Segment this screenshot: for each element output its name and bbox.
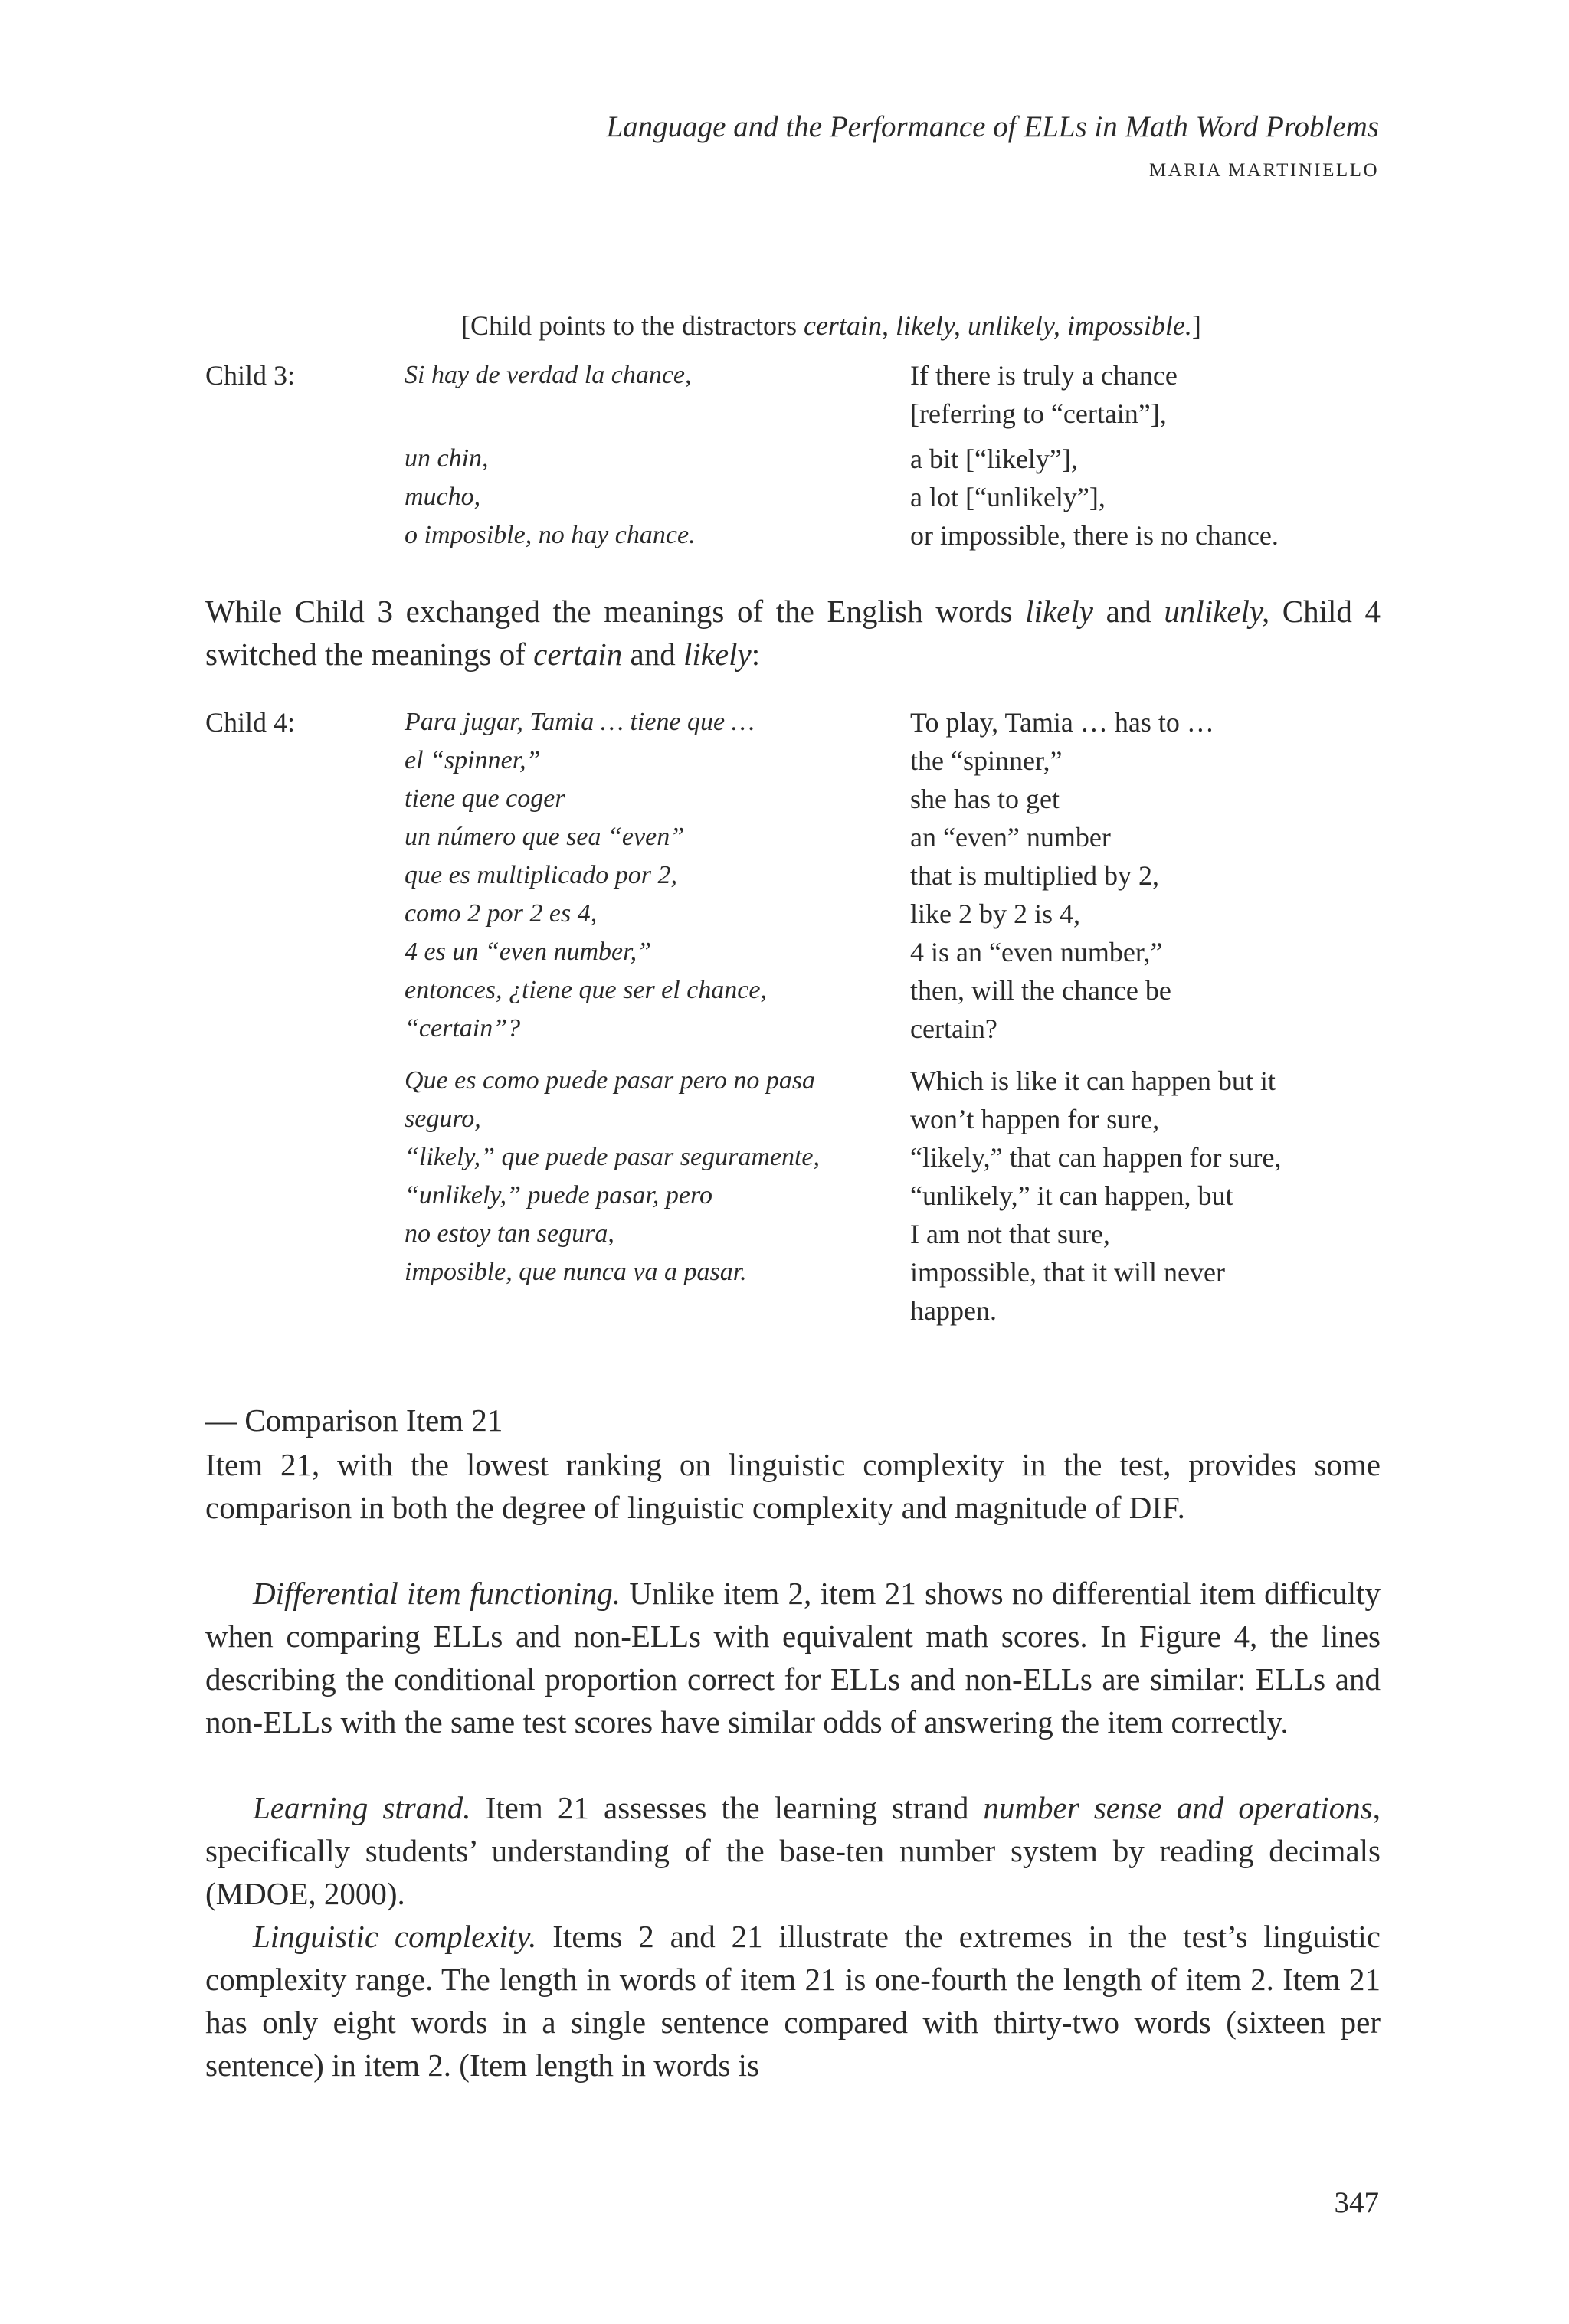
bridge-text: and bbox=[1092, 594, 1164, 629]
paragraph-text: Unlike item 2, item 21 shows no differential item difficulty when comparing ELLs and non-ELLs with equivalent math scores. In Figure 4, the lines describing the conditional proportion correct for ELLs and non-ELLs are similar: ELLs and non-ELLs with the same test scores have similar odds of answering the item correctly. bbox=[205, 1576, 1381, 1740]
english-line: If there is truly a chance bbox=[910, 360, 1178, 391]
spanish-line: seguro, bbox=[405, 1105, 481, 1133]
english-line: I am not that sure, bbox=[910, 1219, 1110, 1249]
note-italic: certain, likely, unlikely, impossible. bbox=[803, 310, 1192, 341]
bridge-italic: unlikely, bbox=[1164, 594, 1270, 629]
spanish-line: un número que sea “even” bbox=[405, 823, 685, 851]
bridge-text: and bbox=[622, 637, 683, 672]
bridge-text: Child 4 switched the meanings of bbox=[205, 594, 1381, 672]
child3-english-group-2 bbox=[910, 440, 1400, 555]
paragraph-linguistic bbox=[205, 1915, 1381, 2087]
section-heading: — Comparison Item 21 bbox=[205, 1403, 503, 1438]
speaker-child-3: Child 3: bbox=[205, 360, 296, 391]
child4-english-group-2 bbox=[910, 1062, 1400, 1330]
note-suffix: ] bbox=[1191, 310, 1201, 341]
paragraph-strand bbox=[205, 1786, 1381, 1915]
running-author: MARIA MARTINIELLO bbox=[1148, 160, 1379, 181]
english-line: certain? bbox=[910, 1013, 997, 1044]
bridge-text: While Child 3 exchanged the meanings of the English words bbox=[205, 594, 1026, 629]
english-line: a lot [“unlikely”], bbox=[910, 482, 1106, 512]
bridge-italic: likely bbox=[683, 637, 752, 672]
english-line: an “even” number bbox=[910, 822, 1111, 853]
page-number: 347 bbox=[1334, 2186, 1379, 2219]
english-line: won’t happen for sure, bbox=[910, 1104, 1160, 1134]
english-line: [referring to “certain”], bbox=[910, 398, 1167, 429]
spanish-line: Para jugar, Tamia … tiene que … bbox=[405, 708, 755, 736]
speaker-child-4: Child 4: bbox=[205, 707, 296, 738]
note-prefix: [Child points to the distractors bbox=[461, 310, 804, 341]
paragraph-text: Items 2 and 21 illustrate the extremes in the test’s linguistic complexity range. The length in words of item 21 is one-fourth the length of item 2. Item 21 has only eight words in a single sentence compared with thirty-two words (sixteen per sentence) in item 2. (Item length in words is bbox=[205, 1919, 1381, 2083]
spanish-line: no estoy tan segura, bbox=[405, 1219, 614, 1248]
paragraph-label: Linguistic complexity. bbox=[253, 1919, 537, 1954]
spanish-line: “likely,” que puede pasar seguramente, bbox=[405, 1143, 821, 1171]
transcript-note bbox=[461, 306, 1201, 345]
paragraph-label: Learning strand. bbox=[253, 1790, 471, 1825]
english-line: impossible, that it will never bbox=[910, 1257, 1225, 1288]
spanish-line: un chin, bbox=[405, 444, 489, 473]
spanish-line: que es multiplicado por 2, bbox=[405, 861, 678, 889]
paragraph-intro: Item 21, with the lowest ranking on linguistic complexity in the test, provides some comparison in both the degree of linguistic complexity and magnitude of DIF. bbox=[205, 1447, 1381, 1525]
running-title: Language and the Performance of ELLs in Math Word Problems bbox=[606, 110, 1379, 143]
spanish-line: tiene que coger bbox=[405, 784, 565, 813]
english-line: happen. bbox=[910, 1295, 997, 1326]
paragraph-dif bbox=[205, 1572, 1381, 1743]
english-line: a bit [“likely”], bbox=[910, 444, 1078, 474]
bridge-italic: certain bbox=[533, 637, 623, 672]
english-line: To play, Tamia … has to … bbox=[910, 707, 1214, 738]
spanish-line: Si hay de verdad la chance, bbox=[405, 361, 692, 389]
english-line: “likely,” that can happen for sure, bbox=[910, 1142, 1282, 1173]
spanish-line: “unlikely,” puede pasar, pero bbox=[405, 1181, 712, 1209]
english-line: or impossible, there is no chance. bbox=[910, 520, 1279, 551]
spanish-line: o imposible, no hay chance. bbox=[405, 521, 696, 549]
spanish-line: mucho, bbox=[405, 483, 481, 511]
english-line: “unlikely,” it can happen, but bbox=[910, 1180, 1233, 1211]
english-line: then, will the chance be bbox=[910, 975, 1171, 1006]
child3-spanish-group-2 bbox=[405, 440, 895, 555]
paragraph-italic: number sense and operations bbox=[983, 1790, 1373, 1825]
child4-english-group-1 bbox=[910, 703, 1400, 1048]
paragraph-text: Item 21 assesses the learning strand bbox=[470, 1790, 984, 1825]
spanish-line: el “spinner,” bbox=[405, 746, 541, 774]
child3-english-group-1 bbox=[910, 356, 1400, 433]
bridge-text: : bbox=[751, 637, 761, 672]
child3-spanish-group-1 bbox=[405, 356, 895, 394]
english-line: she has to get bbox=[910, 784, 1060, 814]
spanish-line: imposible, que nunca va a pasar. bbox=[405, 1258, 747, 1286]
english-line: the “spinner,” bbox=[910, 745, 1063, 776]
spanish-line: como 2 por 2 es 4, bbox=[405, 899, 598, 928]
english-line: like 2 by 2 is 4, bbox=[910, 899, 1080, 929]
paragraph-label: Differential item functioning. bbox=[253, 1576, 621, 1611]
child4-spanish-group-1 bbox=[405, 703, 895, 1048]
spanish-line: entonces, ¿tiene que ser el chance, bbox=[405, 976, 767, 1004]
english-line: Which is like it can happen but it bbox=[910, 1065, 1276, 1096]
english-line: that is multiplied by 2, bbox=[910, 860, 1159, 891]
paragraph-text: , specifically students’ understanding of the base-ten number system by reading decimals (MDOE, 2000). bbox=[205, 1790, 1381, 1911]
english-line: 4 is an “even number,” bbox=[910, 937, 1163, 967]
spanish-line: 4 es un “even number,” bbox=[405, 938, 652, 966]
spanish-line: Que es como puede pasar pero no pasa bbox=[405, 1066, 816, 1095]
child4-spanish-group-2 bbox=[405, 1062, 895, 1291]
bridge-italic: likely bbox=[1025, 594, 1093, 629]
spanish-line: “certain”? bbox=[405, 1014, 521, 1043]
bridge-paragraph bbox=[205, 590, 1381, 676]
